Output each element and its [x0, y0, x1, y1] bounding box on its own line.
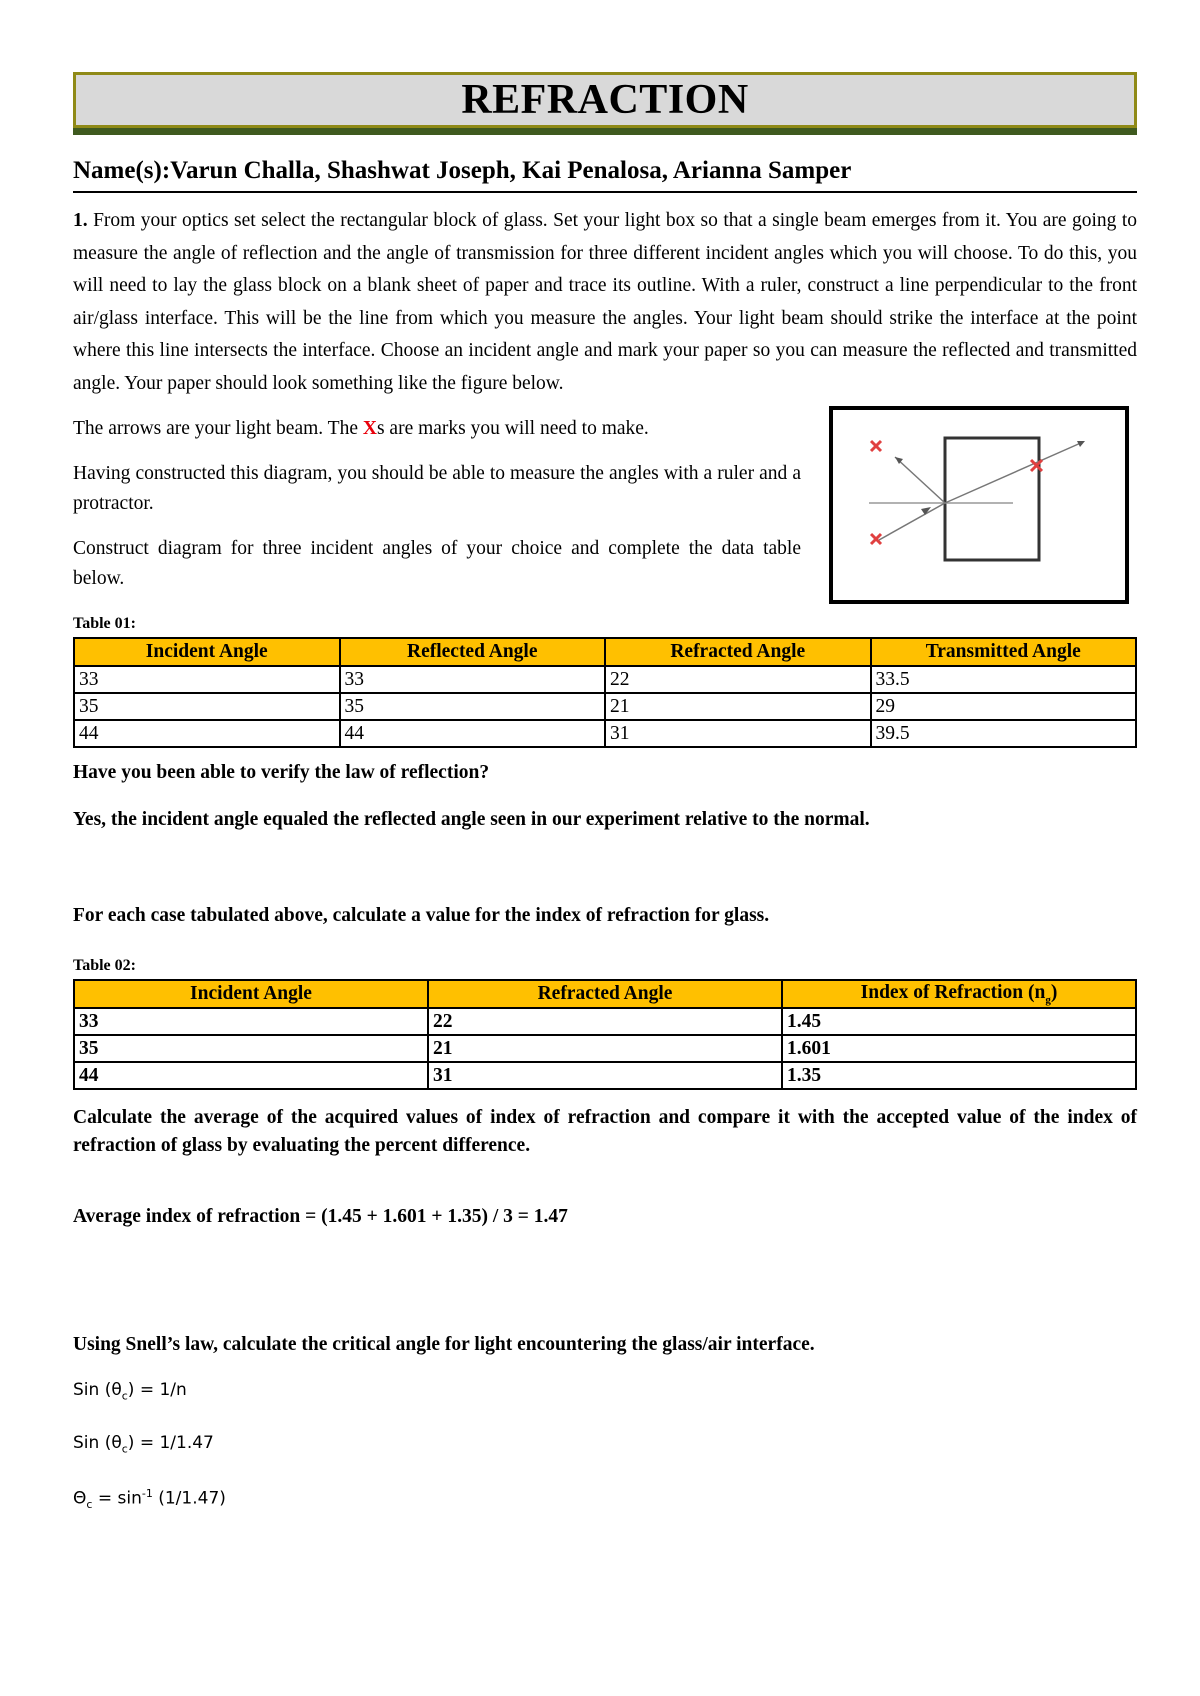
question-1-text: From your optics set select the rectangular block of glass. Set your light box so that a single beam emerges from it. You are going to measure the angle of reflection and the angle of transmission for three different incident angles which you will choose. To do this, you will need to lay the glass block on a blank sheet of paper and trace its outline. With a ruler, construct a line perpendicular to the front air/glass interface. This will be the line from which you measure the angles. Your light beam should strike the interface at the point where this line intersects the interface. Choose an incident angle and mark your paper so you can measure the reflected and transmitted angle. Your paper should look something like the figure below. — [73, 210, 1137, 394]
table-1 — [73, 637, 1137, 748]
average-question: Calculate the average of the acquired values of index of refraction and compare it with the accepted value of the index of refraction of glass by evaluating the percent difference. — [73, 1107, 1137, 1156]
diagram-text: Having constructed this diagram, you should be able to measure the angles with a ruler and a protractor. — [73, 463, 801, 514]
table-cell: 1.601 — [782, 1035, 1136, 1062]
table-2-header-row — [74, 980, 1136, 1008]
table-row — [74, 1008, 1136, 1035]
table-cell: 44 — [74, 720, 340, 747]
table-cell: 35 — [340, 693, 606, 720]
refraction-diagram — [833, 410, 1125, 600]
table-cell: 44 — [74, 1062, 428, 1089]
glass-block — [945, 438, 1039, 560]
table-cell: 31 — [428, 1062, 782, 1089]
average-answer: Average index of refraction = (1.45 + 1.601 + 1.35) / 3 = 1.47 — [73, 1206, 568, 1227]
table-2 — [73, 979, 1137, 1090]
page-title: REFRACTION — [461, 77, 749, 123]
table-1-header: Reflected Angle — [340, 638, 606, 666]
equation-1: Sin $(\theta_c) = 1/n$ — [73, 1380, 187, 1403]
reflected-beam — [895, 457, 945, 503]
table-cell: 33.5 — [871, 666, 1137, 693]
table-cell: 21 — [428, 1035, 782, 1062]
table-1-header: Refracted Angle — [605, 638, 871, 666]
table-1-header: Incident Angle — [74, 638, 340, 666]
refraction-figure — [829, 406, 1129, 604]
table-2-header: Incident Angle — [74, 980, 428, 1008]
figure-instructions — [73, 414, 801, 609]
critical-angle-question: Using Snell’s law, calculate the critical angle for light encountering the glass/air interface. — [73, 1334, 815, 1355]
x-mark-label: X — [362, 418, 377, 439]
title-underline — [73, 128, 1137, 135]
index-question: For each case tabulated above, calculate a value for the index of refraction for glass. — [73, 905, 770, 926]
table-2-header: Refracted Angle — [428, 980, 782, 1008]
worksheet-page — [73, 72, 1137, 1511]
table-cell: 21 — [605, 693, 871, 720]
table-cell: 33 — [340, 666, 606, 693]
table-cell: 35 — [74, 693, 340, 720]
table-cell: 22 — [605, 666, 871, 693]
table-cell: 44 — [340, 720, 606, 747]
table-2-caption: Table 02: — [73, 957, 136, 974]
table-row — [74, 1035, 1136, 1062]
question-1-number: 1. — [73, 210, 88, 231]
table-cell: 31 — [605, 720, 871, 747]
student-names: Name(s):Varun Challa, Shashwat Joseph, Kai Penalosa, Arianna Samper — [73, 157, 1137, 193]
table-row — [74, 1062, 1136, 1089]
table-row — [74, 720, 1136, 747]
title-banner — [73, 72, 1137, 128]
x-mark-reflected — [871, 441, 881, 451]
reflection-answer: Yes, the incident angle equaled the reflected angle seen in our experiment relative to the normal. — [73, 809, 870, 830]
table-cell: 39.5 — [871, 720, 1137, 747]
construct-text: Construct diagram for three incident angles of your choice and complete the data table below. — [73, 538, 801, 589]
incident-beam — [879, 503, 945, 540]
question-1 — [73, 205, 1137, 400]
transmitted-beam — [945, 442, 1083, 503]
table-1-caption: Table 01: — [73, 615, 136, 632]
table-cell: 1.45 — [782, 1008, 1136, 1035]
figure-section — [73, 414, 1137, 609]
equation-3: $\Theta_c = \sin^{-1} (1/1.47)$ — [73, 1486, 226, 1511]
table-2-header: Index of Refraction $(n_g)$ — [782, 980, 1136, 1008]
table-row — [74, 666, 1136, 693]
table-cell: 22 — [428, 1008, 782, 1035]
table-cell: 33 — [74, 1008, 428, 1035]
equation-2: Sin $(\theta_c) = 1/1.47$ — [73, 1433, 214, 1456]
reflection-question: Have you been able to verify the law of reflection? — [73, 762, 490, 783]
table-cell: 29 — [871, 693, 1137, 720]
table-cell: 1.35 — [782, 1062, 1136, 1089]
table-cell: 33 — [74, 666, 340, 693]
arrows-text: The arrows are your light beam. The Xs are marks you will need to make. — [73, 418, 649, 439]
table-cell: 35 — [74, 1035, 428, 1062]
table-row — [74, 693, 1136, 720]
table-1-header-row — [74, 638, 1136, 666]
table-1-header: Transmitted Angle — [871, 638, 1137, 666]
